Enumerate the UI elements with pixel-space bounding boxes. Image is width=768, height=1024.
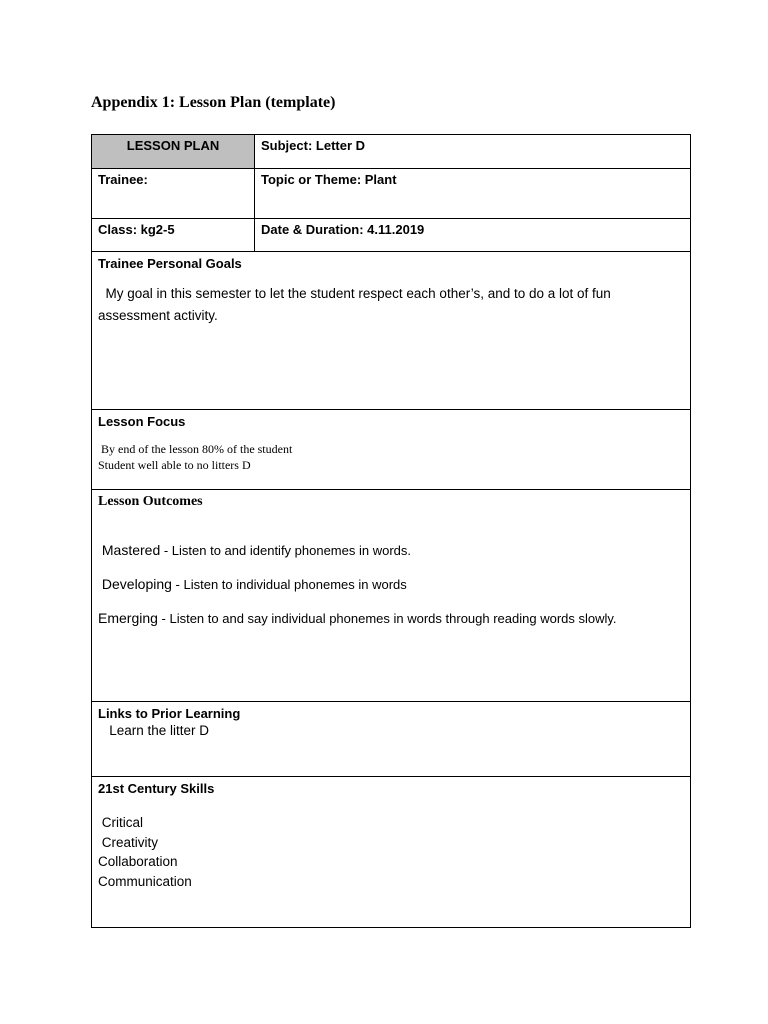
outcomes-cell (92, 490, 691, 702)
skills-list (98, 813, 684, 891)
date-duration-cell: Date & Duration: 4.11.2019 (255, 219, 691, 252)
outcome-desc: - Listen to individual phonemes in words (171, 577, 407, 592)
lesson-plan-table (91, 134, 691, 928)
row-focus (92, 410, 691, 490)
row-class (92, 219, 691, 252)
outcome-term: Developing (98, 576, 172, 592)
goals-label: Trainee Personal Goals (98, 256, 242, 271)
focus-label: Lesson Focus (98, 414, 186, 429)
row-skills (92, 777, 691, 928)
skills-cell (92, 777, 691, 928)
outcome-term: Mastered (98, 542, 161, 558)
row-header (92, 135, 691, 169)
outcome-term: Emerging (98, 610, 158, 626)
page-title: Appendix 1: Lesson Plan (template) (91, 94, 336, 111)
topic-cell: Topic or Theme: Plant (255, 169, 691, 219)
row-trainee (92, 169, 691, 219)
goals-cell (92, 252, 691, 410)
focus-line-1: By end of the lesson 80% of the student (98, 442, 293, 456)
skill-item: Critical (98, 815, 144, 830)
focus-line-2: Student well able to no litters D (98, 458, 251, 472)
outcome-emerging (98, 610, 684, 626)
lesson-plan-label: LESSON PLAN (92, 135, 255, 169)
skill-item: Creativity (98, 834, 159, 850)
class-cell: Class: kg2-5 (92, 219, 255, 252)
outcome-desc: - Listen to and identify phonemes in words. (160, 543, 412, 558)
prior-label: Links to Prior Learning (98, 706, 241, 721)
prior-text: Learn the litter D (98, 723, 210, 738)
skills-label: 21st Century Skills (98, 781, 215, 796)
goals-text: My goal in this semester to let the student respect each other’s, and to do a lot of fun assessment activity. (98, 286, 615, 323)
outcomes-label: Lesson Outcomes (98, 494, 203, 509)
focus-cell (92, 410, 691, 490)
row-goals (92, 252, 691, 410)
subject-cell: Subject: Letter D (255, 135, 691, 169)
outcome-developing (98, 576, 684, 592)
outcome-mastered (98, 542, 684, 558)
row-prior (92, 702, 691, 777)
row-outcomes (92, 490, 691, 702)
outcome-desc: - Listen to and say individual phonemes in words through reading words slowly. (157, 611, 617, 626)
focus-text (98, 441, 684, 473)
skill-item: Collaboration (98, 854, 178, 869)
trainee-cell: Trainee: (92, 169, 255, 219)
prior-cell (92, 702, 691, 777)
skill-item: Communication (98, 873, 192, 889)
